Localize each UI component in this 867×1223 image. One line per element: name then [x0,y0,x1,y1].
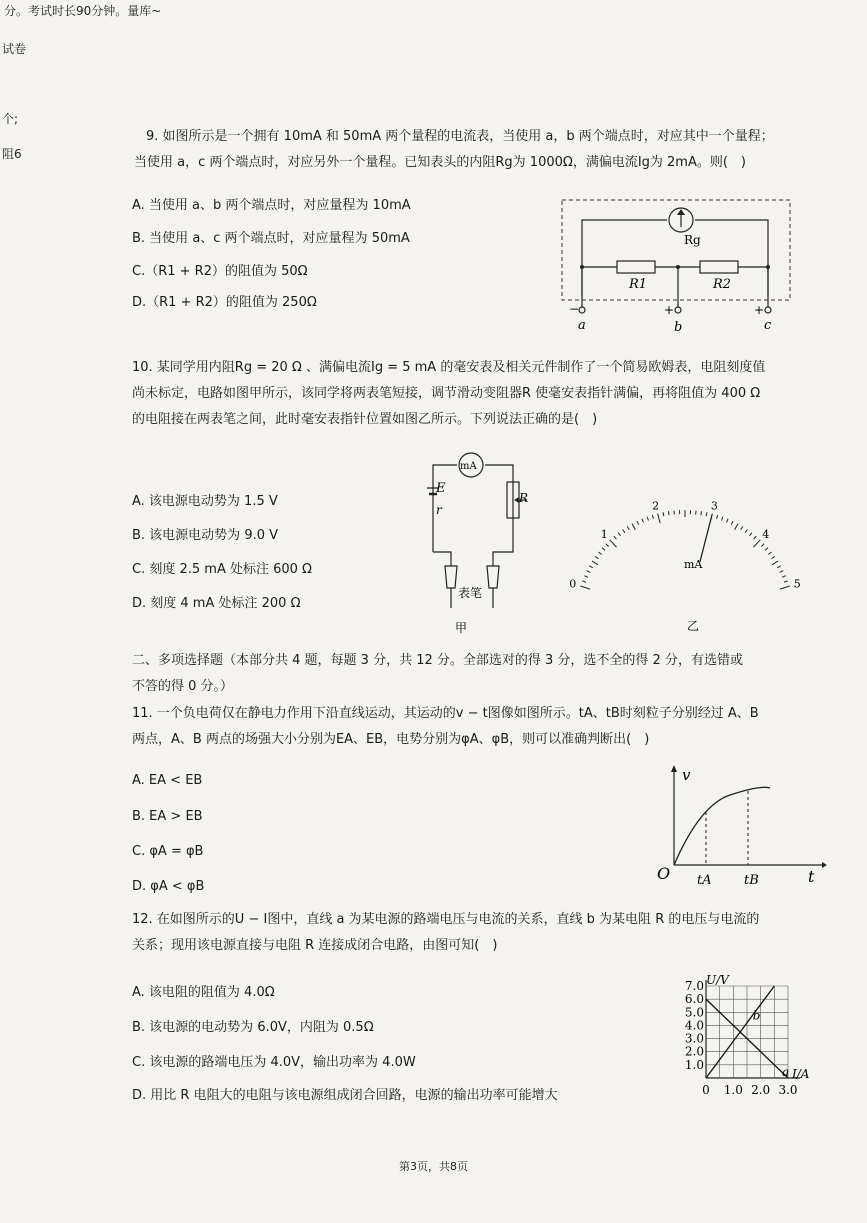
q10-dial-tick [614,536,617,539]
q10-dial-tick [589,566,592,568]
q11-label-tb: tB [744,873,759,888]
q12-x-tick-label: 0 [702,1083,710,1097]
q10-dial-label: 4 [762,527,770,541]
q12-y-tick-label: 1.0 [684,1057,704,1072]
q10-stem [132,359,847,429]
q9-label-r1: R1 [629,277,648,292]
q10-dial-tick [784,581,788,582]
q9-resistor-r2 [700,261,738,273]
q11-label-v: v [682,766,691,784]
q10-dial-tick [701,511,702,515]
q10-option-a: A. 该电源电动势为 1.5 V [132,494,278,509]
q9-terminal-minus: − [569,302,580,316]
q11-label-o: O [657,864,671,883]
q12-x-tick-label: 1.0 [723,1083,743,1097]
q12-y-tick-label: 2.0 [684,1044,704,1059]
q12-option-d: D. 用比 R 电阻大的电阻与该电源组成闭合回路，电源的输出功率可能增大 [132,1088,558,1103]
q10-dial-tick [606,544,609,547]
q10-option-d: D. 刻度 4 mA 处标注 200 Ω [132,596,301,611]
q12-option-c: C. 该电源的路端电压为 4.0V，输出功率为 4.0W [132,1055,416,1070]
q10-dial-tick [618,533,620,536]
q12-x-tick-label: 2.0 [751,1083,771,1097]
q9-terminal-plus-c: + [754,303,765,317]
q10-dial-tick [753,540,760,547]
q10-dial-tick [761,544,764,547]
q10-dial-pointer [700,515,712,561]
q10-stem-line1: 10. 某同学用内阻Rg = 20 Ω 、满偏电流Ig = 5 mA 的毫安表及相关元件制作了一个简易欧姆表，电阻刻度值 [132,360,766,375]
q10-caption-yi: 乙 [687,619,700,633]
q12-tick-labels [685,979,798,1097]
q10-stem-line3: 的电阻接在两表笔之间，此时毫安表指针位置如图乙所示。下列说法正确的是( ) [132,412,598,427]
q10-dial-tick [741,526,743,529]
q12-y-tick-label: 7.0 [684,979,704,993]
q11-label-ta: tA [697,873,712,888]
q10-dial-tick [668,511,669,515]
q9-terminal-plus-b: + [664,303,675,317]
q10-dial-tick [745,529,747,532]
q9-stem-line1: 9. 如图所示是一个拥有 10mA 和 50mA 两个量程的电流表，当使用 a，b 两个端点时，对应其中一个量程； [146,129,774,144]
q10-dial-tick [768,552,771,554]
q10-dial-label: 0 [569,577,577,591]
q10-option-b: B. 该电源电动势为 9.0 V [132,528,279,543]
q10-dial-tick [772,556,775,558]
q12-line-b [706,986,774,1078]
q11-option-b: B. EA > EB [132,809,203,824]
q12-stem [132,911,847,955]
q11-option-a: A. EA < EB [132,773,203,788]
q10-dial-tick [637,521,639,525]
q12-line-label-a: a [782,1065,790,1079]
q11-label-t: t [808,867,815,886]
q9-option-a: A. 当使用 a、b 两个端点时，对应量程为 10mA [132,198,411,213]
q10-dial-tick [627,526,629,529]
section2-line2: 不答的得 0 分。） [132,679,234,694]
q12-grid [706,986,788,1078]
q12-y-label: U/V [706,973,729,987]
q12-stem-line2: 关系；现用该电源直接与电阻 R 连接成闭合电路，由图可知( ) [132,938,498,953]
q9-resistor-r1 [617,261,655,273]
q9-circuit-diagram [555,195,800,335]
q9-label-rg: Rg [684,233,701,247]
q10-dial-unit: mA [684,558,703,571]
q10-dial-tick [735,524,738,530]
q12-y-tick-label: 6.0 [684,992,704,1007]
q10-caption-jia: 甲 [455,621,468,635]
q11-vt-graph [650,760,825,890]
q10-figure-jia-circuit [415,452,535,642]
q10-dial-tick [754,536,757,539]
q12-option-a: A. 该电阻的阻值为 4.0Ω [132,985,275,1000]
q10-figure-yi-meter [569,470,801,640]
q10-dial-tick [780,586,790,589]
q12-x-label: I/A [792,1067,810,1081]
q10-dial-tick [647,517,648,521]
q10-probe-left [445,566,457,588]
q10-label-e: E [436,481,446,496]
q10-dial-tick [632,524,635,530]
q12-stem-line1: 12. 在如图所示的U − I图中，直线 a 为某电源的路端电压与电流的关系，直线 b 为某电阻 R 的电压与电流的 [132,912,760,927]
q12-option-b: B. 该电源的电动势为 6.0V，内阻为 0.5Ω [132,1020,374,1035]
left-edge-mark-2: 个; [2,112,19,126]
q10-dial-label: 2 [652,499,660,513]
q10-label-rr: R [519,491,529,505]
q9-option-d: D.（R1 + R2）的阻值为 250Ω [132,295,317,310]
q10-dial-tick [580,586,590,589]
q12-y-tick-label: 5.0 [684,1005,704,1020]
q11-option-c: C. φA = φB [132,844,204,859]
q10-dial-tick [592,561,598,565]
q10-dial-tick [780,571,784,573]
q9-stem-line2: 当使用 a，c 两个端点时，对应另外一个量程。已知表头的内阻Rg为 1000Ω，满偏电流Ig为 2mA。则( ) [134,155,747,170]
q10-dial-tick [731,521,733,525]
q10-meter-label: mA [460,461,477,472]
q10-dial-tick [765,548,768,551]
q10-probe-label: 表笔 [458,586,483,600]
q10-dial-tick [623,529,625,532]
q10-dial-tick [782,576,786,578]
q10-dial-tick [706,512,707,516]
q10-dial-tick [642,519,644,523]
q10-dial-tick [584,576,588,578]
q11-option-d: D. φA < φB [132,879,205,894]
q10-dial-tick [582,581,586,582]
q10-dial-label: 1 [600,527,608,541]
q11-stem [132,705,847,749]
q10-dial-label: 5 [793,577,801,591]
q10-dial-tick [610,540,617,547]
left-edge-mark-3: 阻6 [2,147,22,161]
q10-dial-label: 3 [710,499,718,513]
q10-dial-tick [652,515,653,519]
q10-label-r: r [436,503,442,517]
q12-ui-graph [668,970,818,1105]
q9-option-c: C.（R1 + R2）的阻值为 50Ω [132,264,308,279]
q10-stem-line2: 尚未标定，电路如图甲所示，该同学将两表笔短接，调节滑动变阻器R 使毫安表指针满偏，再将阻值为 400 Ω [132,386,761,401]
q10-dial-tick [587,571,591,573]
q10-dial-tick [602,548,605,551]
q10-dial-tick [772,561,778,565]
q10-dial-tick [777,566,780,568]
q11-vt-curve [674,787,770,865]
q11-stem-line2: 两点，A、B 两点的场强大小分别为EA、EB，电势分别为φA、φB，则可以准确判断出( ) [132,732,650,747]
q9-label-b: b [674,320,683,335]
q12-line-label-b: b [752,1008,761,1023]
q10-dial-tick [658,513,660,523]
q10-dial-tick [749,533,751,536]
section2-line1: 二、多项选择题（本部分共 4 题，每题 3 分，共 12 分。全部选对的得 3 分，选不全的得 2 分，有选错或 [132,653,743,668]
q11-stem-line1: 11. 一个负电荷仅在静电力作用下沿直线运动，其运动的v − t图像如图所示。tA、tB时刻粒子分别经过 A、B [132,706,759,721]
q9-label-r2: R2 [713,277,732,292]
q12-y-tick-label: 3.0 [684,1031,704,1046]
q10-option-c: C. 刻度 2.5 mA 处标注 600 Ω [132,562,312,577]
q9-label-a: a [578,318,586,333]
q10-dial-tick [716,515,717,519]
q10-probe-right [487,566,499,588]
top-edge-fragment: 分。考试时长90分钟。量库~ [4,4,162,18]
q12-y-tick-label: 4.0 [684,1018,704,1033]
q10-dial-tick [726,519,728,523]
q9-option-b: B. 当使用 a、c 两个端点时，对应量程为 50mA [132,231,410,246]
q10-dial-tick [599,552,602,554]
q12-x-tick-label: 3.0 [778,1083,798,1097]
q10-dial-tick [595,556,598,558]
section2-header [132,652,847,696]
page-number: 第3页，共8页 [399,1160,468,1173]
q9-stem [134,128,846,172]
q9-label-c: c [764,318,772,333]
left-edge-mark-1: 试卷 [2,42,27,56]
q10-dial-tick [722,517,723,521]
q10-dial-ticks [580,510,789,589]
q10-dial-tick [663,512,664,516]
